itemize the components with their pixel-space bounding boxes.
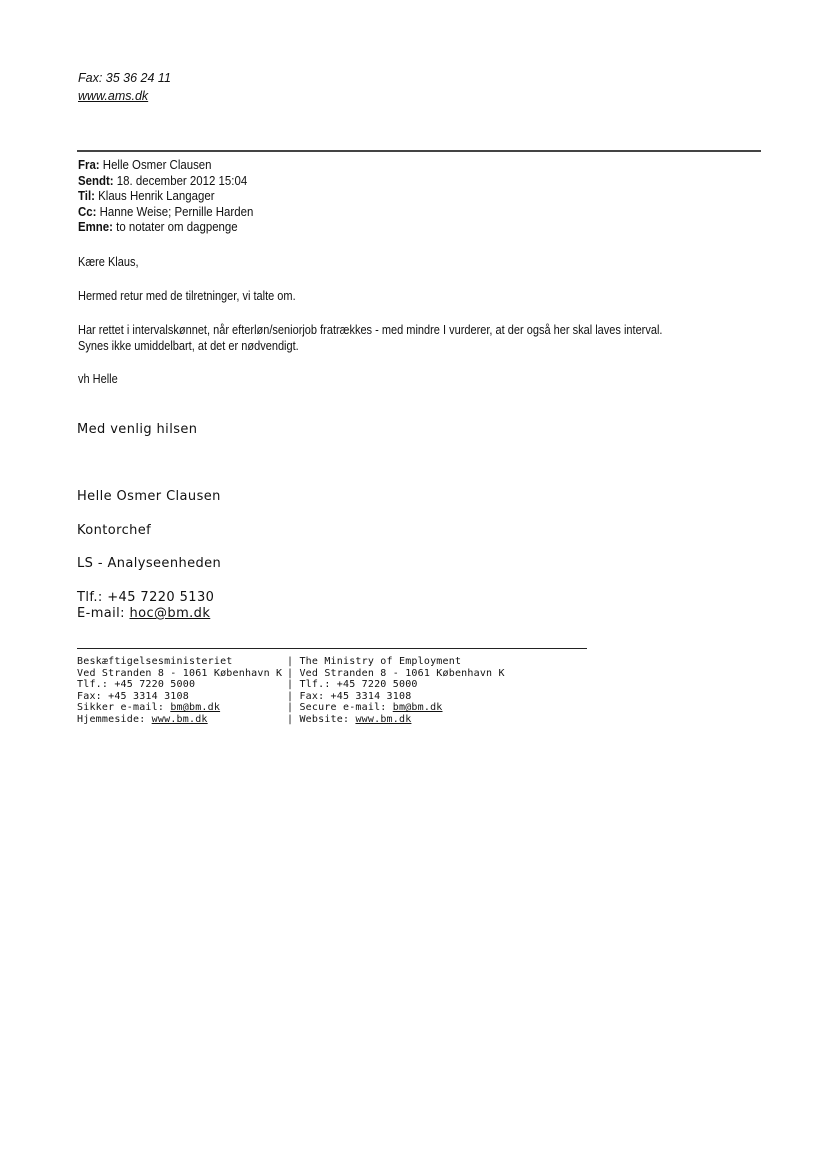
sent-row	[78, 173, 253, 189]
footer-left-web-label: Hjemmeside:	[77, 713, 152, 725]
footer-left-phone: Tlf.: +45 7220 5000	[77, 679, 196, 691]
website-link[interactable]: www.ams.dk	[78, 89, 149, 103]
footer-right-email-link[interactable]: bm@bm.dk	[392, 702, 443, 714]
footer-left-email-label: Sikker e-mail:	[77, 702, 171, 714]
cc-value: Hanne Weise; Pernille Harden	[99, 203, 254, 219]
footer-right-fax: | Fax: +45 3314 3108	[287, 690, 412, 702]
header-divider	[77, 150, 761, 152]
footer-left-web-link[interactable]: www.bm.dk	[151, 713, 208, 725]
footer-left-email-link[interactable]: bm@bm.dk	[170, 702, 221, 714]
subject-value: to notater om dagpenge	[116, 219, 238, 234]
footer-right-address: | Ved Stranden 8 - 1061 København K	[287, 667, 505, 679]
sent-value: 18. december 2012 15:04	[116, 172, 248, 188]
footer-left-org: Beskæftigelsesministeriet	[77, 656, 233, 667]
cc-label: Cc:	[78, 203, 97, 219]
cc-row	[78, 204, 253, 220]
footer-right-web-row	[287, 714, 505, 726]
subject-row	[78, 219, 253, 235]
subject-label: Emne:	[78, 219, 113, 234]
fax-line: Fax: 35 36 24 11	[78, 71, 171, 85]
footer-right-email-label: | Secure e-mail:	[287, 702, 393, 714]
signoff: vh Helle	[78, 372, 118, 386]
signature-name: Helle Osmer Clausen	[77, 489, 221, 504]
footer-right-org: | The Ministry of Employment	[287, 656, 462, 667]
body-paragraph-2-line-1: Har rettet i intervalskønnet, når efterløn/seniorjob fratrækkes - med mindre I vurderer, at der også her skal laves interval.	[78, 323, 663, 337]
signature-unit: LS - Analyseenheden	[77, 556, 222, 571]
signature-phone: Tlf.: +45 7220 5130	[77, 590, 215, 605]
footer-right	[287, 656, 505, 726]
signature-title: Kontorchef	[77, 523, 152, 538]
footer-left-email-row	[77, 702, 282, 714]
closing: Med venlig hilsen	[77, 422, 198, 437]
greeting: Kære Klaus,	[78, 255, 139, 269]
to-row	[78, 188, 253, 204]
to-label: Til:	[78, 188, 95, 203]
signature-email-label: E-mail:	[77, 606, 130, 621]
footer-divider	[77, 648, 587, 649]
from-row	[78, 157, 253, 173]
footer-right-web-link[interactable]: www.bm.dk	[355, 713, 412, 725]
footer-left-address: Ved Stranden 8 - 1061 København K	[77, 667, 283, 679]
footer-right-web-label: | Website:	[287, 713, 356, 725]
signature-email-link[interactable]: hoc@bm.dk	[129, 606, 211, 621]
footer-right-email-row	[287, 702, 505, 714]
from-value: Helle Osmer Clausen	[102, 157, 212, 172]
body-paragraph-1: Hermed retur med de tilretninger, vi talte om.	[78, 289, 296, 303]
footer-left-fax: Fax: +45 3314 3108	[77, 690, 189, 702]
footer-right-phone: | Tlf.: +45 7220 5000	[287, 679, 418, 691]
sent-label: Sendt:	[78, 172, 114, 188]
to-value: Klaus Henrik Langager	[98, 188, 215, 203]
email-header	[78, 157, 253, 235]
footer-left-web-row	[77, 714, 282, 726]
signature-email-row	[77, 606, 210, 621]
footer-left	[77, 656, 282, 726]
body-paragraph-2-line-2: Synes ikke umiddelbart, at det er nødvendigt.	[78, 339, 299, 353]
from-label: Fra:	[78, 157, 100, 172]
